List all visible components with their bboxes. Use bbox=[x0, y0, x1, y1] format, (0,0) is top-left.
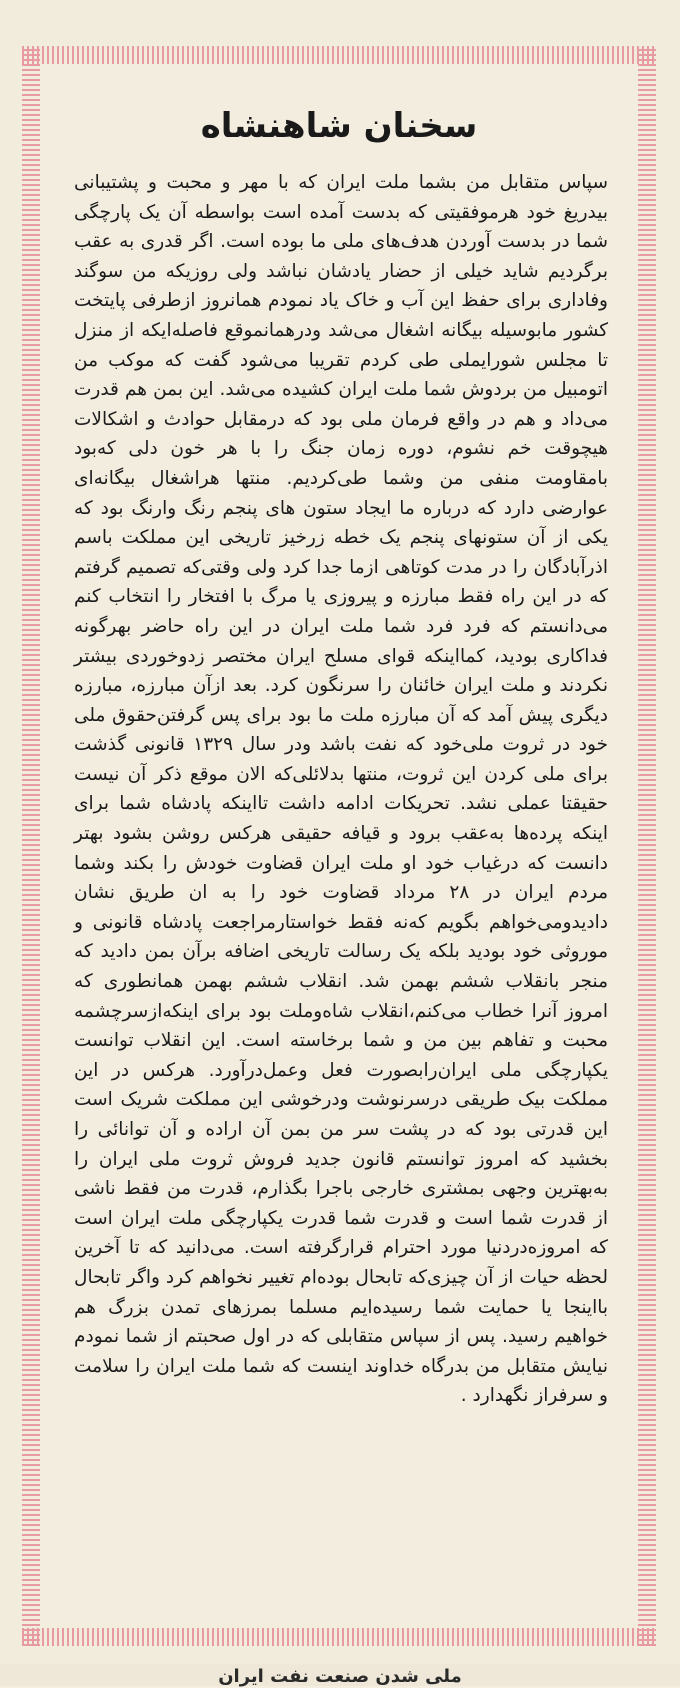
next-article-headline-cut: ملی شدن صنعت نفت ایران bbox=[218, 1666, 462, 1687]
decorative-border bbox=[22, 46, 656, 1646]
article-headline: سخنان شاهنشاه bbox=[200, 106, 478, 146]
article-body: سپاس متقابل من بشما ملت ایران که با مهر و محبت و پشتیبانی بیدریغ خود هرموفقیتی که بدست آمده است بواسطه آن یک پارچگی شما در بدست آوردن هدف‌های ملی ما بوده است. اگر قدری به عقب برگردیم شاید خیلی از حضار یادشان نباشد ولی روزیکه من سوگند وفاداری برای حفظ این آب و خاک یاد نمودم همانروز ازطرفی پایتخت کشور مابوسیله بیگانه اشغال می‌شد ودرهمانموقع فاصله‌ایکه از منزل تا مجلس شورایملی طی کردم تقریبا می‌شود گفت که موکب من اتومبیل من بردوش شما ملت ایران کشیده می‌شد. این بمن هم قدرت می‌داد و هم در واقع فرمان ملی بود که درمقابل حوادث و اشکالات هیچوقت خم نشوم، دوره زمان جنگ را با هر خون دلی که‌بود بامقاومت منفی من وشما طی‌کردیم. منتها هراشغال بیگانه‌ای عوارضی دارد که درباره ما ایجاد ستون های پنجم رنگ وارنگ بود که یکی از آن ستونهای پنجم یک خطه زرخیز تاریخی این مملکت باسم اذرآبادگان را در مدت کوتاهی ازما جدا کرد ولی وقتی‌که تصمیم گرفتم که در این راه فقط مبارزه و پیروزی یا مرگ با افتخار را انتخاب کنم می‌دانستم که فرد فرد شما ملت ایران در این راه حاضر بهرگونه فداکاری بودید، کمااینکه قوای مسلح ایران مختصر زدوخوردی بیشتر نکردند و ملت ایران خائنان را سرنگون کرد. بعد ازآن مبارزه، مبارزه دیگری پیش آمد که آن مبارزه ملت ما بود برای پس گرفتن‌حقوق ملی خود در ثروت ملی‌خود که نفت باشد ودر سال ۱۳۲۹ قانونی گذشت برای ملی کردن این ثروت، منتها بدلائلی‌که الان موقع ذکر آن نیست حقیقتا عملی نشد. تحریکات ادامه داشت تااینکه پادشاه شما برای اینکه پرده‌ها به‌عقب برود و قیافه حقیقی هرکس روشن بشود بهتر دانست که درغیاب خود او ملت ایران قضاوت خودش را بکند وشما مردم ایران در ۲۸ مرداد قضاوت خود را به ان طریق نشان دادیدومی‌خواهم بگویم که‌نه فقط خواستارمراجعت پادشاه قانونی و موروثی خود بودید بلکه یک رسالت تاریخی اضافه برآن بمن دادید که منجر بانقلاب ششم بهمن شد. انقلاب ششم بهمن همانطوری که امروز آنرا خطاب می‌کنم،انقلاب شاه‌وملت بود برای اینکه‌ازسرچشمه محبت و تفاهم بین من و شما برخاسته است. این انقلاب توانست یکپارچگی ملی ایران‌رابصورت فعل وعمل‌درآورد. هرکس در این مملکت بیک طریقی درسرنوشت ودرخوشی این مملکت شریک است این قدرتی بود که در پشت سر من بمن آن اراده و آن توانائی را بخشید که امروز توانستم قانون جدید فروش ثروت ملی ایران را به‌بهترین وجهی بمشتری خارجی باجرا بگذارم، قدرت من فقط ناشی از قدرت شما است و قدرت شما قدرت یکپارچگی ملت ایران است که امروزه‌دردنیا مورد احترام قرارگرفته است. می‌دانید که تا آخرین لحظه حیات از آن چیزی‌که تابحال بوده‌ام تغییر نخواهم کرد واگر تابحال بااینجا یا حمایت شما رسیده‌ایم مسلما بمرزهای تمدن بزرگ هم خواهیم رسید. پس از سپاس متقابلی که در اول صحبتم از شما نمودم نیایش متقابل من بدرگاه خداوند اینست که شما ملت ایران را سلامت و سرفراز نگهدارد . bbox=[74, 172, 608, 1407]
article-box bbox=[40, 64, 638, 1628]
